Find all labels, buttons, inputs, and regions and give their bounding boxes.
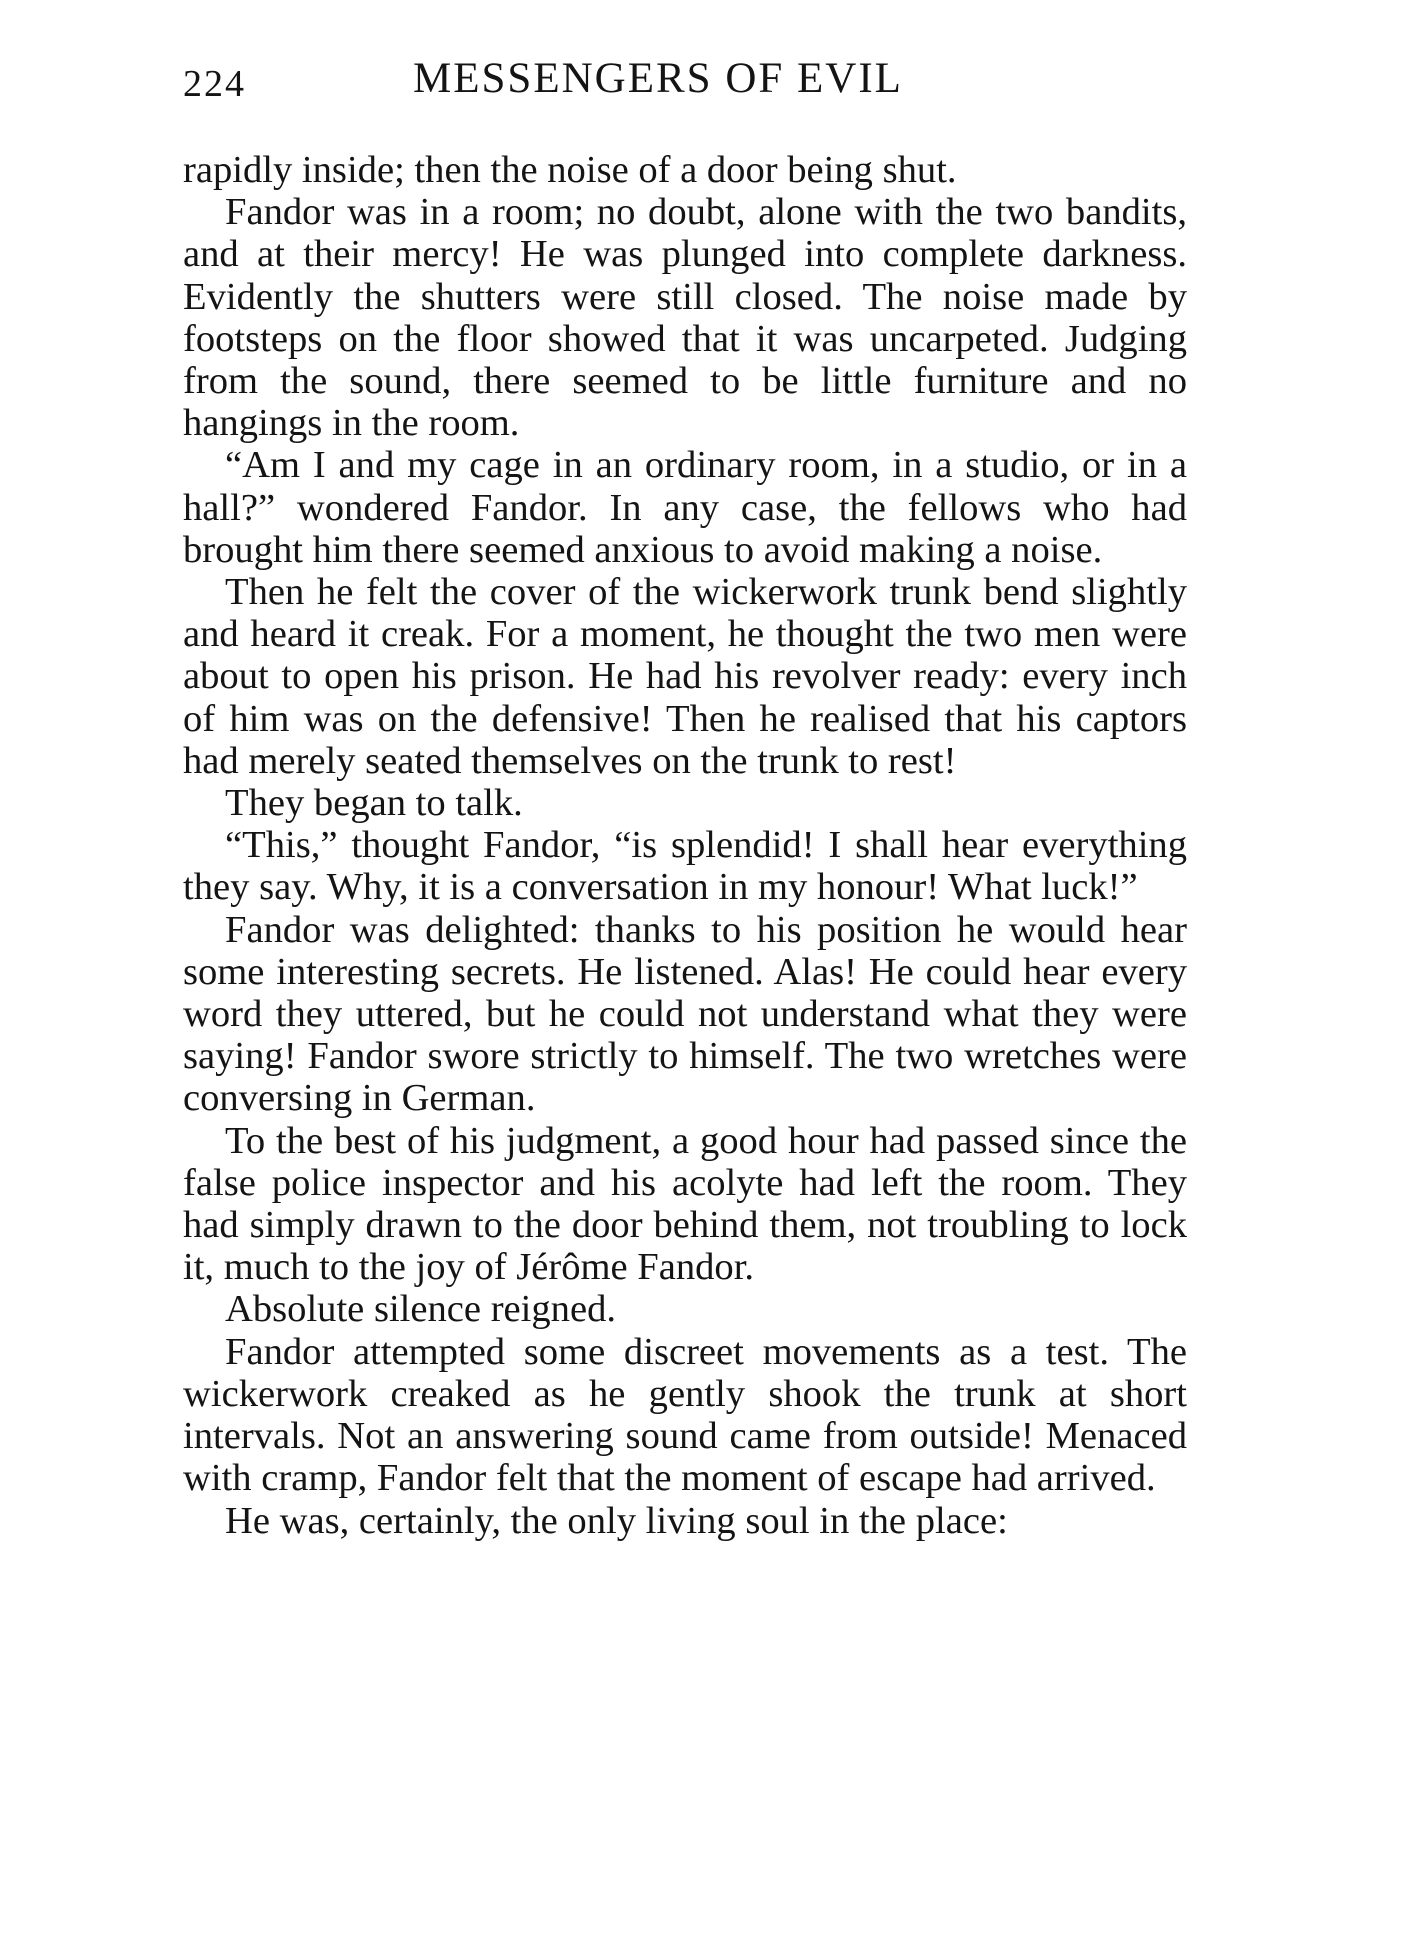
paragraph: To the best of his judgment, a good hour had passed since the false police inspector and his acolyte had left the room. They had simply drawn to the door behind them, not troubling to lock it, much to the joy of Jérôme Fandor. xyxy=(183,1119,1187,1289)
body-text xyxy=(183,149,1187,1542)
paragraph: He was, certainly, the only living soul in the place: xyxy=(225,1499,1008,1542)
paragraph: They began to talk. xyxy=(225,782,523,825)
paragraph: Fandor was in a room; no doubt, alone with the two bandits, and at their mercy! He was plunged into complete darkness. Evidently the shutters were still closed. The noise made by footsteps on the floor showed that it was uncarpeted. Judging from the sound, there seemed to be little furniture and no hangings in the room. xyxy=(183,191,1187,445)
paragraph: Fandor attempted some discreet movements as a test. The wickerwork creaked as he gently shook the trunk at short intervals. Not an answering sound came from outside! Menaced with cramp, Fandor felt that the moment of escape had arrived. xyxy=(183,1330,1187,1500)
page-number: 224 xyxy=(183,63,246,105)
page-header xyxy=(183,54,1187,114)
paragraph: rapidly inside; then the noise of a door being shut. xyxy=(183,149,957,191)
paragraph: “Am I and my cage in an ordinary room, in a studio, or in a hall?” wondered Fandor. In any case, the fellows who had brought him there seemed anxious to avoid making a noise. xyxy=(183,444,1187,571)
running-title: MESSENGERS OF EVIL xyxy=(413,55,903,102)
paragraph: “This,” thought Fandor, “is splendid! I shall hear everything they say. Why, it is a conversation in my honour! What luck!” xyxy=(183,824,1187,909)
paragraph: Fandor was delighted: thanks to his position he would hear some interesting secrets. He listened. Alas! He could hear every word they uttered, but he could not understand what they were saying! Fandor swore strictly to himself. The two wretches were conversing in German. xyxy=(183,908,1187,1120)
paragraph: Then he felt the cover of the wickerwork trunk bend slightly and heard it creak. For a moment, he thought the two men were about to open his prison. He had his revolver ready: every inch of him was on the defensive! Then he realised that his captors had merely seated themselves on the trunk to rest! xyxy=(183,571,1187,782)
book-page xyxy=(183,54,1187,1904)
paragraph: Absolute silence reigned. xyxy=(225,1288,617,1331)
